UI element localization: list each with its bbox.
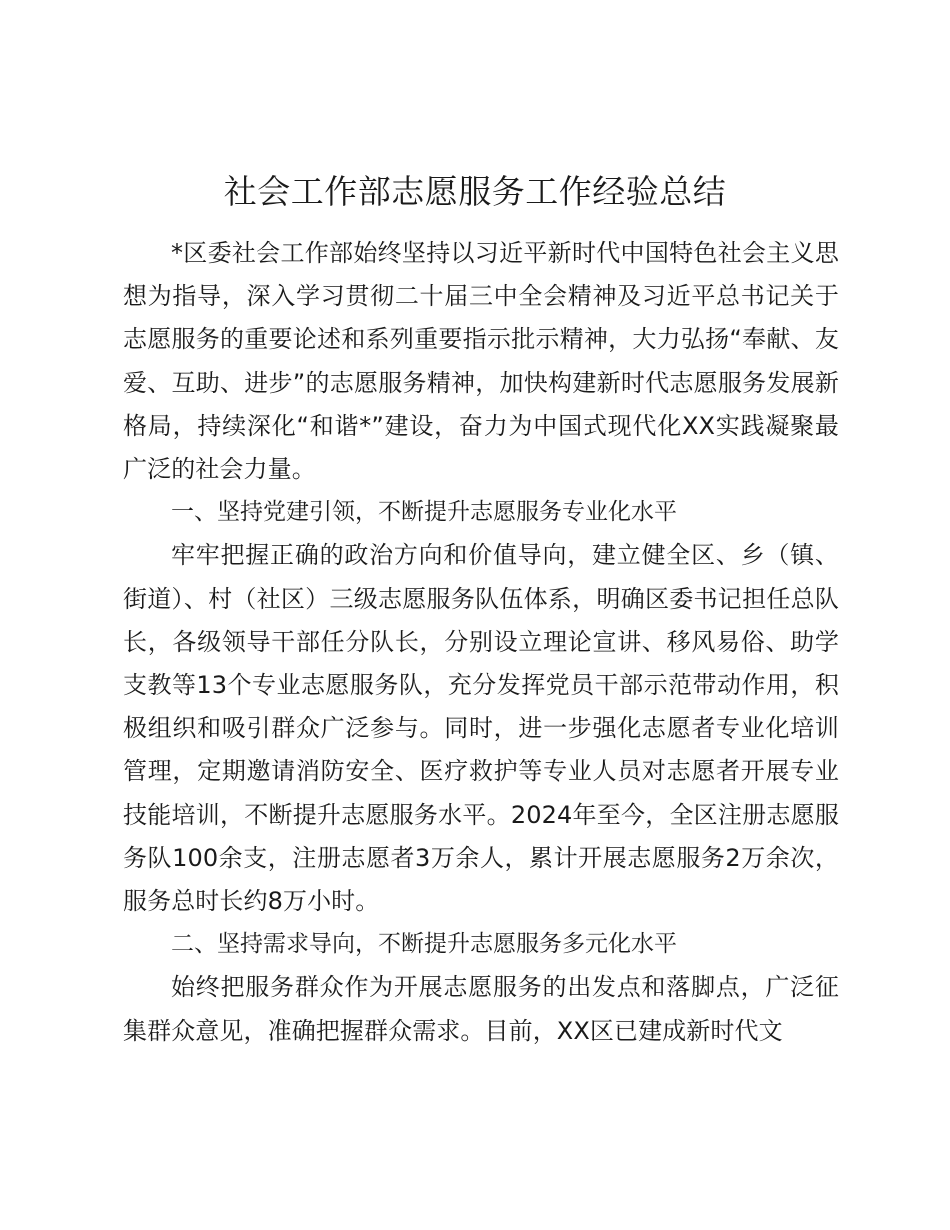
- section-heading-1: 一、坚持党建引领，不断提升志愿服务专业化水平: [171, 499, 677, 526]
- intro-paragraph: *区委社会工作部始终坚持以习近平新时代中国特色社会主义思想为指导，深入学习贯彻二十届三中全会精神及习近平总书记关于志愿服务的重要论述和系列重要指示批示精神，大力弘扬“奉献、友爱、互助、进步”的志愿服务精神，加快构建新时代志愿服务发展新格局，持续深化“和谐*”建设，奋力为中国式现代化XX实践凝聚最广泛的社会力量。: [123, 239, 839, 484]
- section-2-paragraph: 始终把服务群众作为开展志愿服务的出发点和落脚点，广泛征集群众意见，准确把握群众需求。目前，XX区已建成新时代文: [123, 973, 839, 1045]
- section-heading-2: 二、坚持需求导向，不断提升志愿服务多元化水平: [171, 931, 677, 958]
- section-1-paragraph: 牢牢把握正确的政治方向和价值导向，建立健全区、乡（镇、街道）、村（社区）三级志愿服务队伍体系，明确区委书记担任总队长，各级领导干部任分队长，分别设立理论宣讲、移风易俗、助学支教等13个专业志愿服务队，充分发挥党员干部示范带动作用，积极组织和吸引群众广泛参与。同时，进一步强化志愿者专业化培训管理，定期邀请消防安全、医疗救护等专业人员对志愿者开展专业技能培训，不断提升志愿服务水平。2024年至今，全区注册志愿服务队100余支，注册志愿者3万余人，累计开展志愿服务2万余次，服务总时长约8万小时。: [123, 541, 839, 916]
- document-title: 社会工作部志愿服务工作经验总结: [223, 172, 727, 211]
- document-body: [123, 232, 839, 1053]
